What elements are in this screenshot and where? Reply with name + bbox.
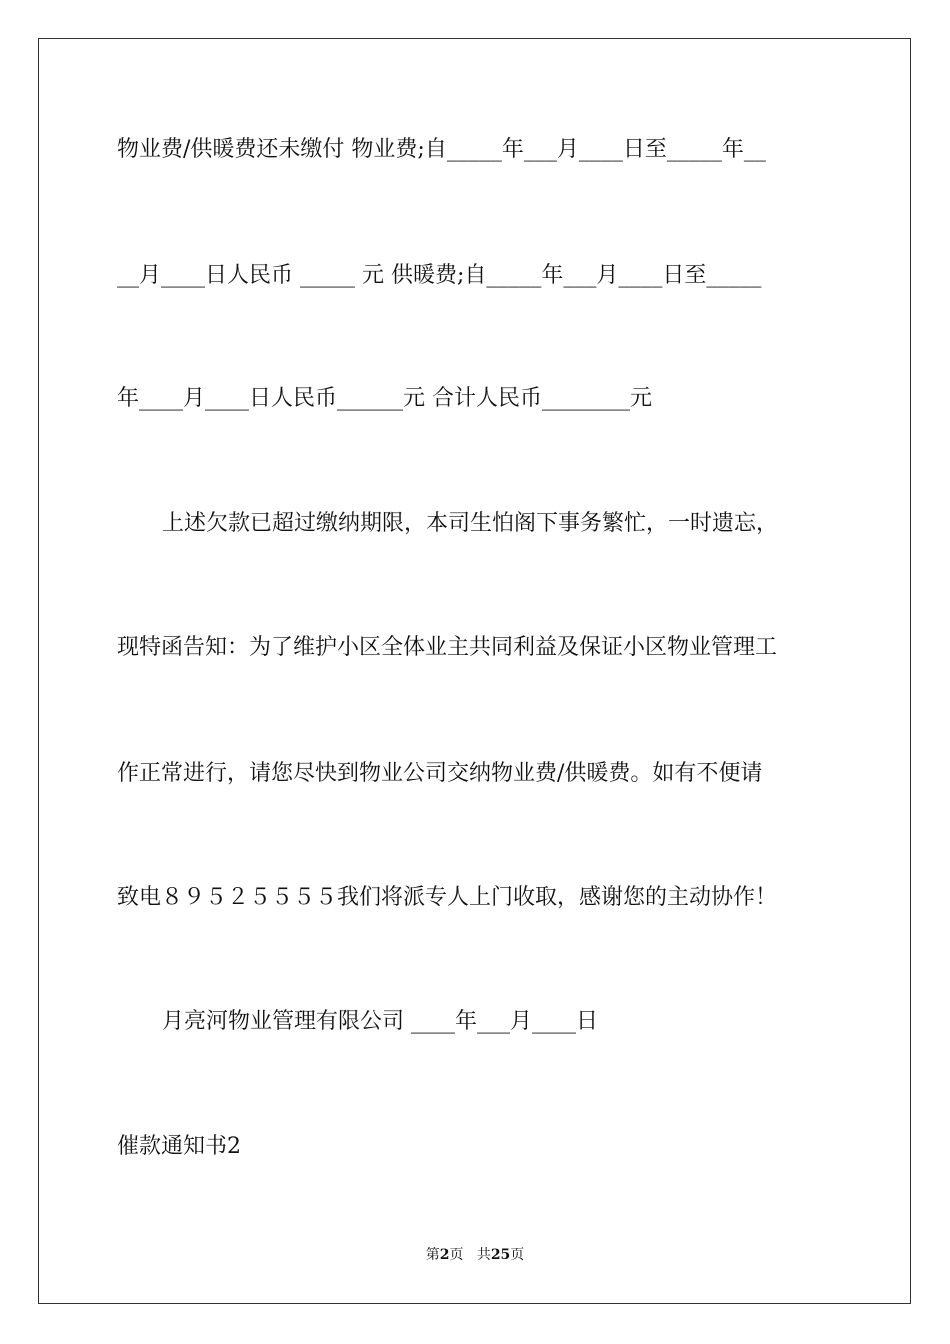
footer-page-suffix: 页 bbox=[449, 1247, 464, 1263]
footer-total-prefix: 共 bbox=[476, 1247, 491, 1263]
total-pages-number: 25 bbox=[490, 1247, 511, 1263]
text-line-3: 年____月____日人民币______元 合计人民币________元 bbox=[117, 386, 652, 411]
text-line-4: 上述欠款已超过缴纳期限，本司生怕阁下事务繁忙，一时遗忘， bbox=[162, 511, 779, 536]
text-line-6: 作正常进行，请您尽快到物业公司交纳物业费/供暖费。如有不便请 bbox=[117, 761, 763, 786]
footer-total-suffix: 页 bbox=[510, 1247, 525, 1263]
footer-prefix: 第 bbox=[425, 1247, 440, 1263]
current-page-number: 2 bbox=[439, 1247, 450, 1263]
text-line-1: 物业费/供暖费还未缴付 物业费;自_____年___月____日至_____年__ bbox=[117, 137, 766, 162]
signature-line: 月亮河物业管理有限公司 ____年___月____日 bbox=[162, 1009, 598, 1034]
text-line-5: 现特函告知：为了维护小区全体业主共同利益及保证小区物业管理工 bbox=[117, 635, 778, 660]
text-line-2: __月____日人民币 _____ 元 供暖费;自_____年___月____日至_____ bbox=[117, 263, 762, 288]
text-line-7: 致电８９５２５５５５我们将派专人上门收取，感谢您的主动协作！ bbox=[117, 885, 778, 910]
section-title: 催款通知书2 bbox=[117, 1134, 241, 1159]
page-frame bbox=[38, 38, 911, 1304]
page-footer bbox=[0, 1244, 950, 1264]
